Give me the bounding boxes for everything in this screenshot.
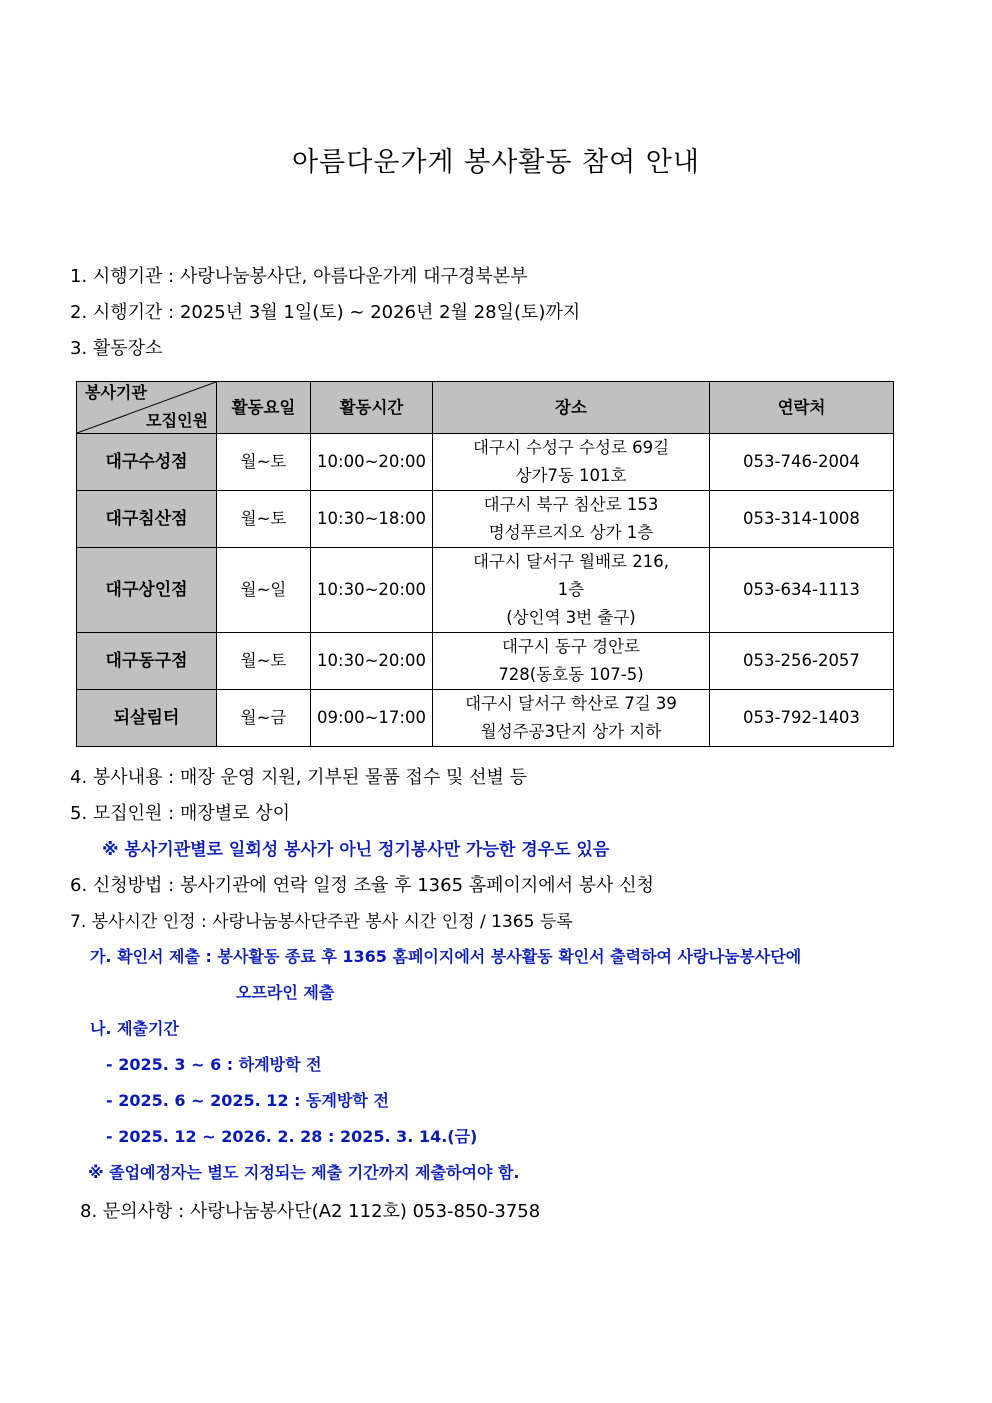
store-days: 월~일 (217, 548, 311, 633)
store-time: 10:00~20:00 (311, 434, 433, 491)
item-hours-credit: 7. 봉사시간 인정 : 사랑나눔봉사단주관 봉사 시간 인정 / 1365 등록 (70, 912, 573, 932)
place-line: 1층 (557, 580, 585, 599)
table-row (77, 690, 894, 747)
item-location: 3. 활동장소 (70, 338, 163, 359)
deadline-period: - 2025. 6 ~ 2025. 12 : 동계방학 전 (106, 1091, 389, 1110)
store-phone: 053-256-2057 (710, 633, 894, 690)
store-days: 월~토 (217, 491, 311, 548)
deadline-period: - 2025. 12 ~ 2026. 2. 28 : 2025. 3. 14.(금) (106, 1127, 478, 1146)
location-table (76, 381, 894, 747)
header-days: 활동요일 (217, 382, 311, 434)
header-time: 활동시간 (311, 382, 433, 434)
store-name: 대구침산점 (77, 491, 217, 548)
note-regular-only: ※ 봉사기관별로 일회성 봉사가 아닌 정기봉사만 가능한 경우도 있음 (102, 840, 610, 860)
place-line: 월성주공3단지 상가 지하 (480, 722, 662, 741)
table-row (77, 548, 894, 633)
table-header-row (77, 382, 894, 434)
store-name: 대구수성점 (77, 434, 217, 491)
table-row (77, 491, 894, 548)
store-time: 09:00~17:00 (311, 690, 433, 747)
store-place (433, 690, 710, 747)
item-application: 6. 신청방법 : 봉사기관에 연락 일정 조율 후 1365 홈페이지에서 봉사 신청 (70, 875, 655, 896)
place-line: 728(동호동 107-5) (498, 665, 644, 684)
store-phone: 053-746-2004 (710, 434, 894, 491)
item-recruits: 5. 모집인원 : 매장별로 상이 (70, 803, 291, 824)
store-place (433, 434, 710, 491)
store-days: 월~금 (217, 690, 311, 747)
store-phone: 053-314-1008 (710, 491, 894, 548)
place-line: 대구시 달서구 학산로 7길 39 (465, 694, 677, 713)
corner-header (77, 382, 217, 434)
store-days: 월~토 (217, 434, 311, 491)
sub-certificate: 가. 확인서 제출 : 봉사활동 종료 후 1365 홈페이지에서 봉사활동 확인서 출력하여 사랑나눔봉사단에 (90, 947, 802, 966)
header-phone: 연락처 (710, 382, 894, 434)
sub-deadline: 나. 제출기간 (90, 1019, 179, 1038)
item-content: 4. 봉사내용 : 매장 운영 지원, 기부된 물품 접수 및 선별 등 (70, 767, 528, 788)
place-line: 명성푸르지오 상가 1층 (488, 523, 654, 542)
store-place (433, 548, 710, 633)
store-time: 10:30~20:00 (311, 633, 433, 690)
page-title: 아름다운가게 봉사활동 참여 안내 (292, 147, 700, 178)
header-place: 장소 (433, 382, 710, 434)
store-days: 월~토 (217, 633, 311, 690)
deadline-period: - 2025. 3 ~ 6 : 하계방학 전 (106, 1055, 322, 1074)
table-row (77, 633, 894, 690)
store-place (433, 491, 710, 548)
store-name: 대구상인점 (77, 548, 217, 633)
place-line: 상가7동 101호 (515, 466, 627, 485)
place-line: (상인역 3번 출구) (506, 608, 636, 627)
corner-top-label: 봉사기관 (85, 383, 147, 402)
store-phone: 053-634-1113 (710, 548, 894, 633)
place-line: 대구시 달서구 월배로 216, (473, 552, 669, 571)
sub-certificate-cont: 오프라인 제출 (236, 983, 335, 1002)
item-agency: 1. 시행기관 : 사랑나눔봉사단, 아름다운가게 대구경북본부 (70, 266, 528, 287)
item-period: 2. 시행기간 : 2025년 3월 1일(토) ~ 2026년 2월 28일(토)까지 (70, 302, 581, 323)
note-graduates: ※ 졸업예정자는 별도 지정되는 제출 기간까지 제출하여야 함. (88, 1163, 520, 1182)
store-place (433, 633, 710, 690)
corner-bottom-label: 모집인원 (146, 411, 208, 430)
store-name: 대구동구점 (77, 633, 217, 690)
store-time: 10:30~18:00 (311, 491, 433, 548)
place-line: 대구시 북구 침산로 153 (483, 495, 659, 514)
item-contact: 8. 문의사항 : 사랑나눔봉사단(A2 112호) 053-850-3758 (80, 1201, 541, 1222)
place-line: 대구시 동구 경안로 (501, 637, 640, 656)
place-line: 대구시 수성구 수성로 69길 (472, 438, 670, 457)
store-phone: 053-792-1403 (710, 690, 894, 747)
store-name: 되살림터 (77, 690, 217, 747)
store-time: 10:30~20:00 (311, 548, 433, 633)
table-row (77, 434, 894, 491)
